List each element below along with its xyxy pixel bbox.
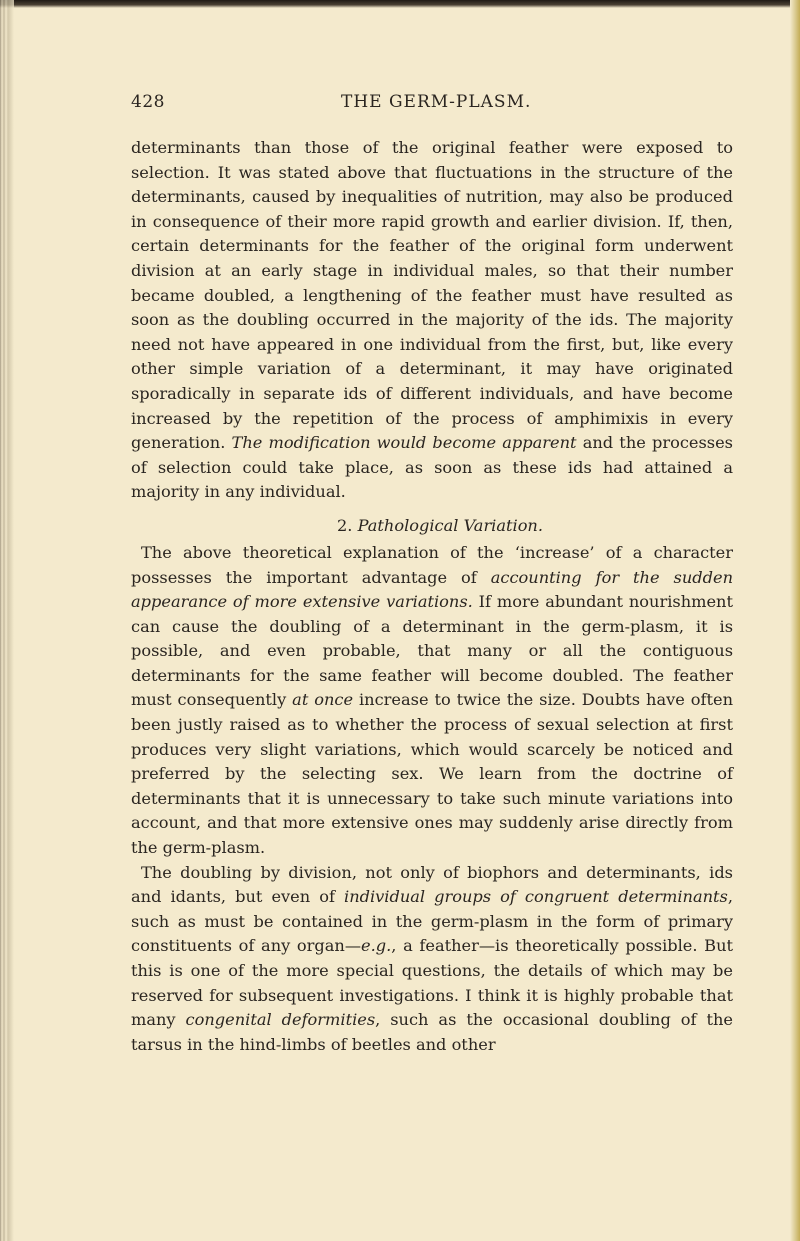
page-right-edge <box>790 0 800 1241</box>
paragraph <box>131 541 733 861</box>
text-run: increase to twice the size. Doubts have often been justly raised as to whether the process of sexual selection at first produces very slight variations, which would scarcely be noticed and preferred by the selecting sex. We learn from the doctrine of determinants that it is unnecessary to take such minute variations into account, and that more extensive ones may suddenly arise directly from the germ-plasm. <box>131 690 734 858</box>
italic-run: e.g. <box>361 936 392 956</box>
text-run: If more abundant nourishment can cause the doubling of a determinant in the germ-plasm, it is possible, and even probable, that many or all the contiguous determinants for the same feather will become doubled. The feather must consequently <box>131 592 733 710</box>
text-run: , such as the occasional doubling of the tarsus in the hind-limbs of beetles and other <box>131 1010 734 1054</box>
page-number: 428 <box>131 92 165 112</box>
italic-run: individual groups of congruent determinants <box>344 887 728 907</box>
italic-run: accounting for the sudden appearance of more extensive variations. <box>131 567 733 612</box>
text-run: The doubling by division, not only of biophors and determinants, ids and idants, but even of <box>131 862 733 907</box>
body-text <box>131 136 733 1057</box>
italic-run: at once <box>292 690 354 710</box>
italic-run: congenital deformities <box>185 1010 376 1030</box>
text-run: and the processes of selection could take place, as soon as these ids had attained a majority in any individual. <box>131 433 733 502</box>
text-run: determinants than those of the original feather were exposed to selection. It was stated above that fluctuations in the structure of the determinants, caused by inequalities of nutrition, may also be produced in consequence of their more rapid growth and earlier division. If, then, certain determinants for the feather of the original form underwent division at an early stage in individual males, so that their number became doubled, a lengthening of the feather must have resulted as soon as the doubling occurred in the majority of the ids. The majority need not have appeared in one individual from the first, but, like every other simple variation of a determinant, it may have originated sporadically in separate ids of different individuals, and have become increased by the repetition of the process of amphimixis in every generation. <box>131 138 733 453</box>
section-number: 2. <box>336 515 353 535</box>
book-gutter <box>0 0 14 1241</box>
section-title: Pathological Variation. <box>357 515 544 535</box>
running-head: THE GERM-PLASM. <box>341 92 532 112</box>
paragraph-continued <box>131 136 733 505</box>
book-page <box>131 92 733 1057</box>
text-run: , a feather—is theoretically possible. But this is one of the more special questions, the details of which may be reserved for subsequent investigations. I think it is highly probable that many <box>131 936 733 1030</box>
text-run: , such as must be contained in the germ-plasm in the form of primary constituents of any organ— <box>131 887 734 956</box>
page-top-edge <box>0 0 800 8</box>
text-run: The above theoretical explanation of the ‘increase’ of a character possesses the important advantage of <box>131 542 733 587</box>
italic-run: The modification would become apparent <box>231 433 577 453</box>
paragraph <box>131 861 733 1058</box>
page-header <box>131 92 733 122</box>
section-heading <box>131 511 733 541</box>
